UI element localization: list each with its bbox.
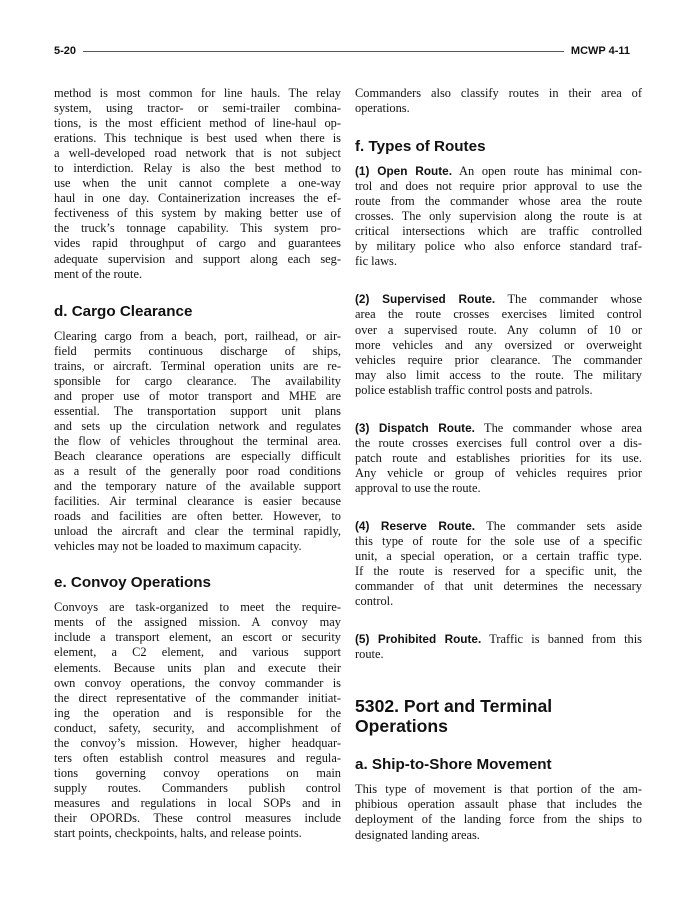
text-line: patch route and establishes priorities for its use. [355, 450, 642, 465]
text-line: and the temporary nature of the available support [54, 479, 341, 494]
text-line: approval to use the route. [355, 480, 481, 495]
section-heading-types-of-routes: f. Types of Routes [355, 138, 486, 156]
text-line: vides rapid throughput of cargo and guarantees [54, 236, 341, 251]
text-line: and sets up the circulation network and regulates [54, 418, 341, 433]
text-line [355, 292, 642, 307]
text-line [355, 632, 642, 647]
cargo-clearance-paragraph [54, 329, 341, 555]
route-paragraph-dispatch-route [355, 421, 642, 496]
text-line: may also limit access to the route. The military [355, 367, 642, 382]
text-line: over a supervised route. Any column of 10 or [355, 322, 642, 337]
heading-line-2: Operations [355, 716, 448, 737]
text-line: include a transport element, an escort or security [54, 630, 341, 645]
section-heading-ship-to-shore: a. Ship-to-Shore Movement [355, 756, 552, 774]
route-first-line-text: The commander whose [495, 292, 642, 307]
text-line: deployment of the landing force from the ships to [355, 812, 642, 827]
text-line: sponsible for cargo clearance. The availability [54, 373, 341, 388]
route-first-line-text: Traffic is banned from this [481, 632, 642, 647]
text-line: element, a C2 element, and various support [54, 645, 341, 660]
convoy-operations-paragraph [54, 600, 341, 841]
text-line: Beach clearance operations are especially difficult [54, 448, 341, 463]
route-paragraph-prohibited-route [355, 632, 642, 662]
text-line: ters often establish control measures and regula- [54, 750, 341, 765]
route-runin-heading: (3) Dispatch Route. [355, 420, 475, 435]
text-line: method is most common for line hauls. The relay [54, 86, 341, 100]
route-paragraph-reserve-route [355, 519, 642, 609]
text-line: the flow of vehicles throughout the terminal area. [54, 433, 341, 448]
text-line: start points, checkpoints, halts, and release points. [54, 826, 302, 841]
text-line: This type of movement is that portion of the am- [355, 782, 642, 797]
section-heading-convoy-operations: e. Convoy Operations [54, 574, 211, 592]
text-line: measures and regulations in local SOPs and in [54, 795, 341, 810]
text-line: control. [355, 594, 394, 609]
text-line: supply routes. Commanders publish control [54, 780, 341, 795]
text-line: phibious operation assault phase that includes the [355, 797, 642, 812]
text-line: by military police who also enforce standard traf- [355, 239, 642, 254]
text-line: route. [355, 647, 384, 662]
route-runin-heading: (5) Prohibited Route. [355, 632, 482, 647]
text-line: Commanders also classify routes in their area of [355, 86, 642, 100]
text-line: tions governing convoy operations on main [54, 765, 341, 780]
text-line: vehicles may not be loaded to maximum capacity. [54, 539, 302, 554]
text-line: adequate supervision and support along each seg- [54, 251, 341, 266]
text-line: If the route is reserved for a specific unit, the [355, 564, 642, 579]
text-line: the route crosses exercises full control over a dis- [355, 435, 642, 450]
text-line: fectiveness of this system by making better use of [54, 206, 341, 221]
text-line [355, 164, 642, 179]
right-column [355, 86, 642, 843]
text-line: unit, a special operation, or a certain traffic type. [355, 549, 642, 564]
text-line: critical intersections which are traffic controlled [355, 224, 642, 239]
publication-id: MCWP 4-11 [570, 45, 630, 57]
intro-paragraph [54, 86, 341, 282]
text-line: Convoys are task-organized to meet the require- [54, 600, 341, 615]
text-line: vehicles require prior clearance. The commander [355, 352, 642, 367]
route-paragraph-supervised-route [355, 292, 642, 397]
text-line: fic laws. [355, 254, 397, 269]
route-first-line-text: The commander sets aside [475, 518, 642, 533]
text-line: system, using tractor- or semi-trailer combina- [54, 101, 341, 116]
text-line: ing the operation and is responsible for the [54, 705, 341, 720]
text-line: trains, or aircraft. Terminal operation units are re- [54, 358, 341, 373]
text-line: use when the unit cannot complete a one-way [54, 176, 341, 191]
text-line: to interdiction. Relay is also the best method to [54, 161, 341, 176]
route-runin-heading: (2) Supervised Route. [355, 292, 496, 307]
text-line [355, 421, 642, 436]
text-line: ments of the assigned mission. A convoy may [54, 615, 341, 630]
route-paragraph-open-route [355, 164, 642, 269]
text-line: field permits continuous discharge of ships, [54, 343, 341, 358]
text-line: area the route crosses exercises limited control [355, 307, 642, 322]
intro-paragraph [355, 86, 642, 116]
text-line: their OPORDs. These control measures include [54, 810, 341, 825]
text-line: trol and does not require prior approval to use the [355, 179, 642, 194]
text-line: commander of that unit determines the necessary [355, 579, 642, 594]
text-line: Any vehicle or group of vehicles requires prior [355, 465, 642, 480]
text-line: crosses. The only supervision along the route is at [355, 209, 642, 224]
text-line: as a result of the generally poor road conditions [54, 464, 341, 479]
text-line: the direct representative of the commander initiat- [54, 690, 341, 705]
text-line: police establish traffic control posts and patrols. [355, 382, 593, 397]
text-line: essential. The transportation support unit plans [54, 403, 341, 418]
text-line: route from the commander whose area the route [355, 194, 642, 209]
header-rule [83, 51, 564, 52]
text-line: haul in one day. Containerization increases the ef- [54, 191, 341, 206]
left-column [54, 86, 341, 841]
text-line: erations. This technique is best used when there is [54, 131, 341, 146]
text-line: tions, is the most efficient method of line-haul op- [54, 116, 341, 131]
ship-to-shore-paragraph [355, 782, 642, 842]
text-line: designated landing areas. [355, 827, 480, 842]
text-line: ment of the route. [54, 266, 143, 281]
text-line: a well-developed road network that is not subject [54, 146, 341, 161]
text-line: roads and facilities are often better. However, to [54, 509, 341, 524]
page-number: 5-20 [54, 45, 77, 57]
text-line: more vehicles and any oversized or overweight [355, 337, 642, 352]
running-header [54, 44, 630, 58]
heading-line-1: 5302. Port and Terminal [355, 696, 553, 717]
text-line: conduct, safety, security, and accomplishment of [54, 720, 341, 735]
route-first-line-text: An open route has minimal con- [452, 164, 642, 179]
text-line: unload the aircraft and clear the terminal rapidly, [54, 524, 341, 539]
text-line: Clearing cargo from a beach, port, railhead, or air- [54, 328, 341, 343]
text-line: and proper use of motor transport and MHE are [54, 388, 341, 403]
text-line: own convoy operations, the convoy commander is [54, 675, 341, 690]
text-line: operations. [355, 101, 410, 116]
chapter-section-heading [355, 696, 642, 736]
section-heading-cargo-clearance: d. Cargo Clearance [54, 302, 193, 320]
text-line: the truck’s tonnage capability. This system pro- [54, 221, 341, 236]
route-runin-heading: (4) Reserve Route. [355, 518, 476, 533]
text-line: facilities. Air terminal clearance is easier because [54, 494, 341, 509]
text-line [355, 519, 642, 534]
text-line: elements. Because units plan and execute their [54, 660, 341, 675]
text-line: the convoy’s mission. However, higher headquar- [54, 735, 341, 750]
route-runin-heading: (1) Open Route. [355, 164, 453, 179]
route-type-list [355, 164, 642, 662]
route-first-line-text: The commander whose area [474, 420, 643, 435]
text-line: this type of route for the sole use of a specific [355, 534, 642, 549]
